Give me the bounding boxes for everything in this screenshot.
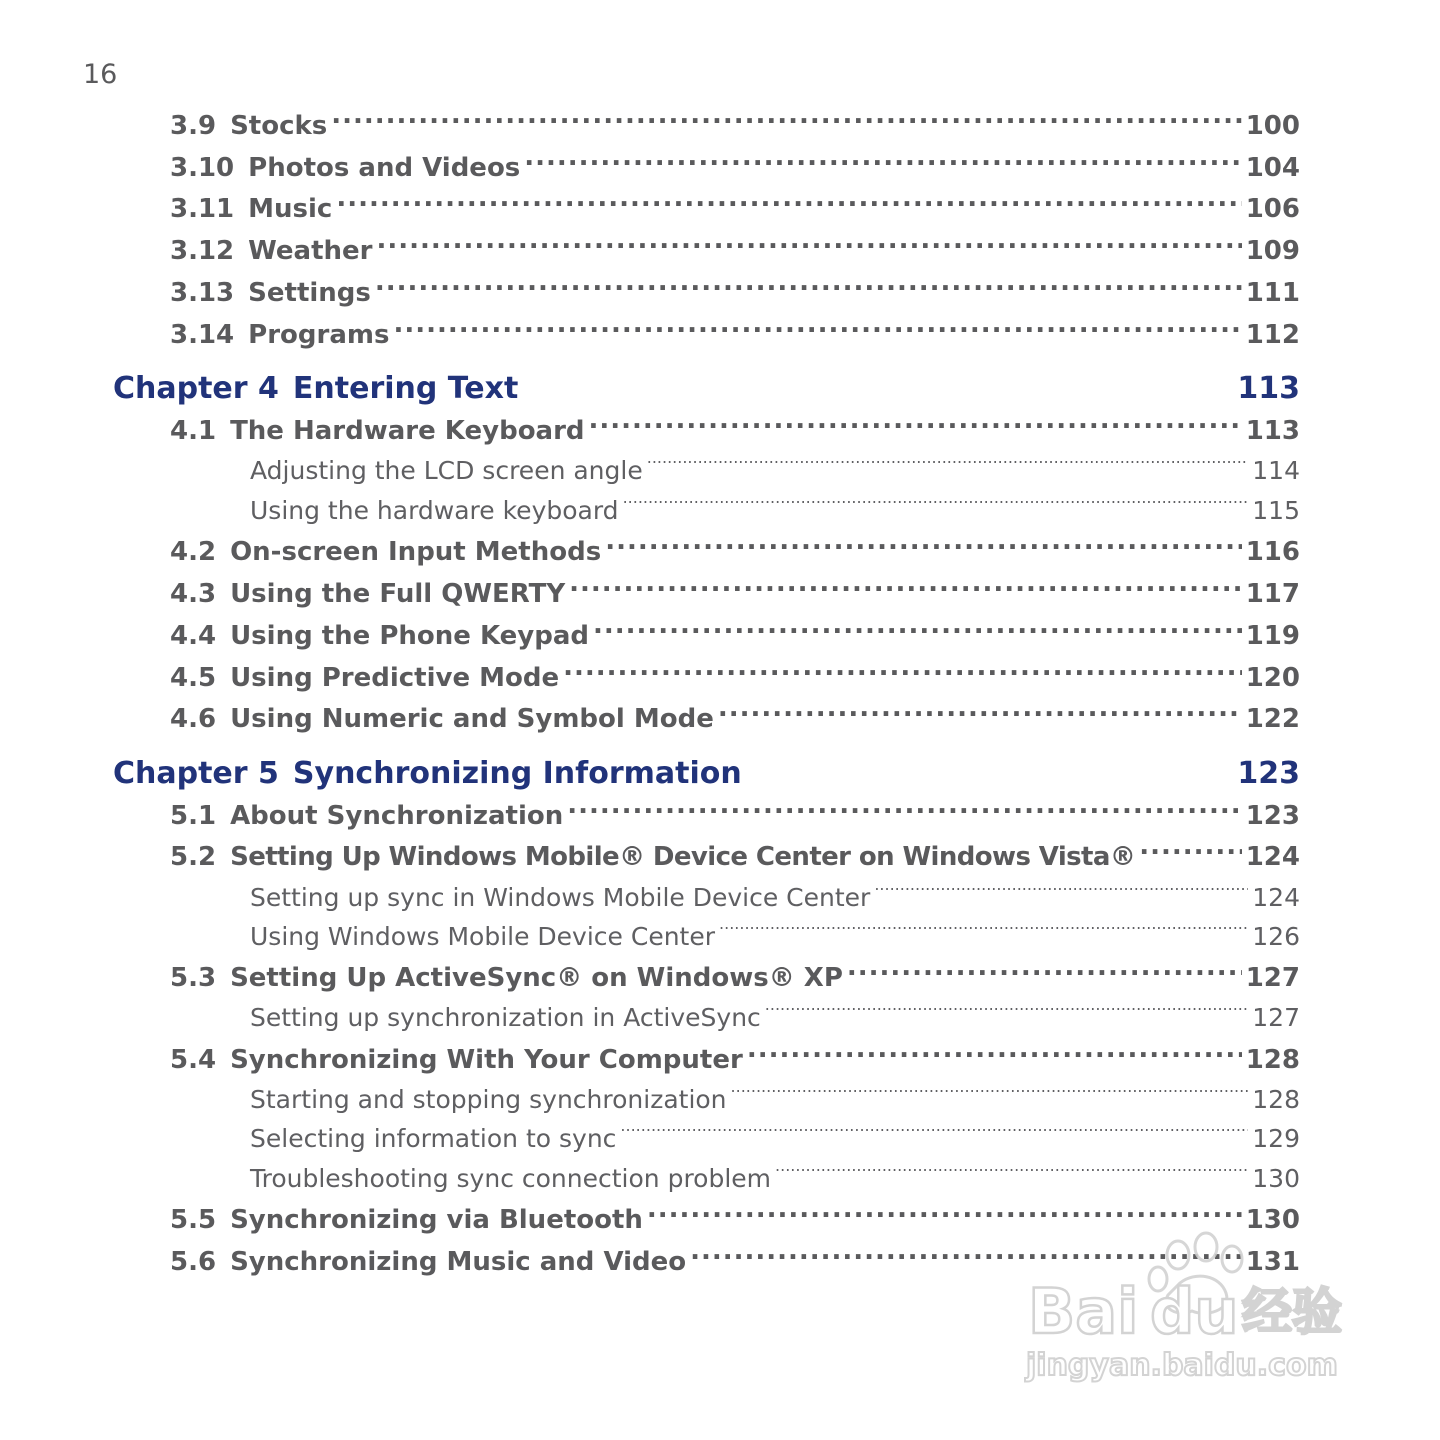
- page-ref: 113: [1245, 416, 1300, 446]
- baidu-watermark-logo: [1020, 1225, 1360, 1395]
- section-number: 5.4: [170, 1045, 217, 1075]
- dot-leader: [524, 150, 1241, 176]
- section-title: Setting Up Windows Mobile® Device Center on Windows Vista®: [230, 842, 1136, 872]
- toc-entry-5-1[interactable]: [170, 796, 1300, 836]
- dot-leader: [765, 1001, 1248, 1026]
- section-title: Weather: [248, 236, 373, 266]
- chapter-title: Entering Text: [292, 371, 519, 406]
- page-ref: 128: [1252, 1085, 1300, 1114]
- toc-entry-5-2[interactable]: [170, 837, 1300, 877]
- toc-entry-4-2[interactable]: [170, 532, 1300, 572]
- toc-subentry-4-1-b[interactable]: [250, 492, 1300, 530]
- svg-text:经验: 经验: [1242, 1283, 1342, 1341]
- page-ref: 123: [1245, 801, 1300, 831]
- section-title: Using Numeric and Symbol Mode: [230, 704, 714, 734]
- page-ref: 127: [1252, 1003, 1300, 1032]
- section-title: Music: [248, 194, 333, 224]
- section-title: Stocks: [230, 111, 328, 141]
- dot-leader: [331, 108, 1241, 134]
- section-number: 3.12: [170, 236, 235, 266]
- dot-leader: [731, 1083, 1249, 1108]
- dot-leader: [718, 701, 1242, 727]
- chapter-heading-5[interactable]: [113, 753, 1300, 795]
- section-title: Synchronizing Music and Video: [230, 1247, 687, 1277]
- dot-leader: [563, 660, 1242, 686]
- page-ref: 117: [1245, 579, 1300, 609]
- section-number: 5.5: [170, 1205, 217, 1235]
- toc-subentry-4-1-a[interactable]: [250, 452, 1300, 490]
- section-number: 5.3: [170, 963, 217, 993]
- page-ref: 109: [1245, 236, 1300, 266]
- toc-subentry-5-3-a[interactable]: [250, 999, 1300, 1037]
- section-number: 3.14: [170, 320, 235, 350]
- page-ref: 119: [1245, 621, 1300, 651]
- section-title: Using Predictive Mode: [230, 663, 560, 693]
- section-title: Programs: [248, 320, 390, 350]
- chapter-number: Chapter 4: [113, 371, 279, 406]
- section-title: Setting Up ActiveSync® on Windows® XP: [230, 963, 843, 993]
- section-number: 5.2: [170, 842, 217, 872]
- page-ref: 106: [1245, 194, 1300, 224]
- toc-entry-4-1[interactable]: [170, 411, 1300, 451]
- page-ref: 100: [1245, 111, 1300, 141]
- toc-entry-4-3[interactable]: [170, 574, 1300, 614]
- page-ref: 124: [1252, 883, 1300, 912]
- toc-entry-3-14[interactable]: [170, 315, 1300, 355]
- page-ref: 129: [1252, 1124, 1300, 1153]
- subsection-title: Troubleshooting sync connection problem: [250, 1164, 772, 1193]
- subsection-title: Setting up sync in Windows Mobile Device Center: [250, 883, 871, 912]
- dot-leader: [775, 1162, 1248, 1187]
- section-number: 4.3: [170, 579, 217, 609]
- toc-entry-4-5[interactable]: [170, 658, 1300, 698]
- section-number: 4.2: [170, 537, 217, 567]
- page-ref: 111: [1245, 278, 1300, 308]
- dot-leader: [623, 494, 1249, 519]
- page-ref: 112: [1245, 320, 1300, 350]
- dot-leader: [847, 960, 1242, 986]
- dot-leader: [589, 413, 1242, 439]
- toc-subentry-5-4-c[interactable]: [250, 1160, 1300, 1198]
- section-number: 5.1: [170, 801, 217, 831]
- toc-entry-5-3[interactable]: [170, 958, 1300, 998]
- subsection-title: Starting and stopping synchronization: [250, 1085, 727, 1114]
- dot-leader: [336, 191, 1241, 217]
- toc-subentry-5-2-a[interactable]: [250, 879, 1300, 917]
- subsection-title: Using Windows Mobile Device Center: [250, 922, 716, 951]
- section-title: Using the Phone Keypad: [230, 621, 590, 651]
- toc-subentry-5-2-b[interactable]: [250, 918, 1300, 956]
- dot-leader: [874, 881, 1248, 906]
- chapter-page-ref: 113: [1237, 371, 1300, 406]
- dot-leader: [620, 1122, 1248, 1147]
- page-ref: 115: [1252, 496, 1300, 525]
- paw-icon: [1020, 1225, 1360, 1395]
- dot-leader: [569, 576, 1242, 602]
- section-title: Settings: [248, 278, 371, 308]
- dot-leader: [376, 233, 1241, 259]
- dot-leader: [593, 618, 1242, 644]
- section-title: Synchronizing With Your Computer: [230, 1045, 743, 1075]
- toc-entry-5-4[interactable]: [170, 1040, 1300, 1080]
- page-ref: 114: [1252, 456, 1300, 485]
- toc-entry-3-13[interactable]: [170, 273, 1300, 313]
- page-ref: 128: [1245, 1045, 1300, 1075]
- section-number: 4.1: [170, 416, 217, 446]
- section-number: 5.6: [170, 1247, 217, 1277]
- subsection-title: Using the hardware keyboard: [250, 496, 619, 525]
- page-ref: 126: [1252, 922, 1300, 951]
- toc-entry-3-10[interactable]: [170, 148, 1300, 188]
- dot-leader: [567, 798, 1241, 824]
- subsection-title: Selecting information to sync: [250, 1124, 617, 1153]
- section-number: 3.13: [170, 278, 235, 308]
- dot-leader: [747, 1042, 1242, 1068]
- page-ref: 130: [1245, 1205, 1300, 1235]
- page-ref: 124: [1245, 842, 1300, 872]
- svg-text:du: du: [1150, 1275, 1239, 1348]
- section-number: 4.5: [170, 663, 217, 693]
- section-title: The Hardware Keyboard: [230, 416, 585, 446]
- section-number: 4.4: [170, 621, 217, 651]
- section-title: Photos and Videos: [248, 153, 521, 183]
- toc-subentry-5-4-a[interactable]: [250, 1081, 1300, 1119]
- dot-leader: [605, 534, 1242, 560]
- svg-text:Bai: Bai: [1028, 1275, 1139, 1348]
- toc-entry-3-9[interactable]: [170, 106, 1300, 146]
- subsection-title: Setting up synchronization in ActiveSync: [250, 1003, 761, 1032]
- chapter-heading-4[interactable]: [113, 368, 1300, 410]
- dot-leader: [647, 454, 1249, 479]
- page-ref: 130: [1252, 1164, 1300, 1193]
- section-number: 4.6: [170, 704, 217, 734]
- section-title: Synchronizing via Bluetooth: [230, 1205, 643, 1235]
- section-title: About Synchronization: [230, 801, 564, 831]
- dot-leader: [393, 317, 1241, 343]
- section-number: 3.10: [170, 153, 235, 183]
- section-number: 3.9: [170, 111, 217, 141]
- dot-leader: [1139, 839, 1241, 865]
- section-number: 3.11: [170, 194, 235, 224]
- page-ref: 127: [1245, 963, 1300, 993]
- section-title: On-screen Input Methods: [230, 537, 602, 567]
- page-ref: 104: [1245, 153, 1300, 183]
- subsection-title: Adjusting the LCD screen angle: [250, 456, 643, 485]
- svg-text:jingyan.baidu.com: jingyan.baidu.com: [1026, 1348, 1338, 1383]
- chapter-title: Synchronizing Information: [292, 756, 742, 791]
- dot-leader: [375, 275, 1242, 301]
- toc-entry-3-12[interactable]: [170, 231, 1300, 271]
- page-ref: 120: [1245, 663, 1300, 693]
- toc-subentry-5-4-b[interactable]: [250, 1120, 1300, 1158]
- page-number: 16: [83, 59, 118, 90]
- toc-entry-4-4[interactable]: [170, 616, 1300, 656]
- page-ref: 131: [1245, 1247, 1300, 1277]
- toc-entry-4-6[interactable]: [170, 699, 1300, 739]
- toc-entry-3-11[interactable]: [170, 189, 1300, 229]
- chapter-page-ref: 123: [1237, 756, 1300, 791]
- chapter-number: Chapter 5: [113, 756, 279, 791]
- section-title: Using the Full QWERTY: [230, 579, 566, 609]
- page-ref: 116: [1245, 537, 1300, 567]
- dot-leader: [719, 920, 1248, 945]
- page-ref: 122: [1245, 704, 1300, 734]
